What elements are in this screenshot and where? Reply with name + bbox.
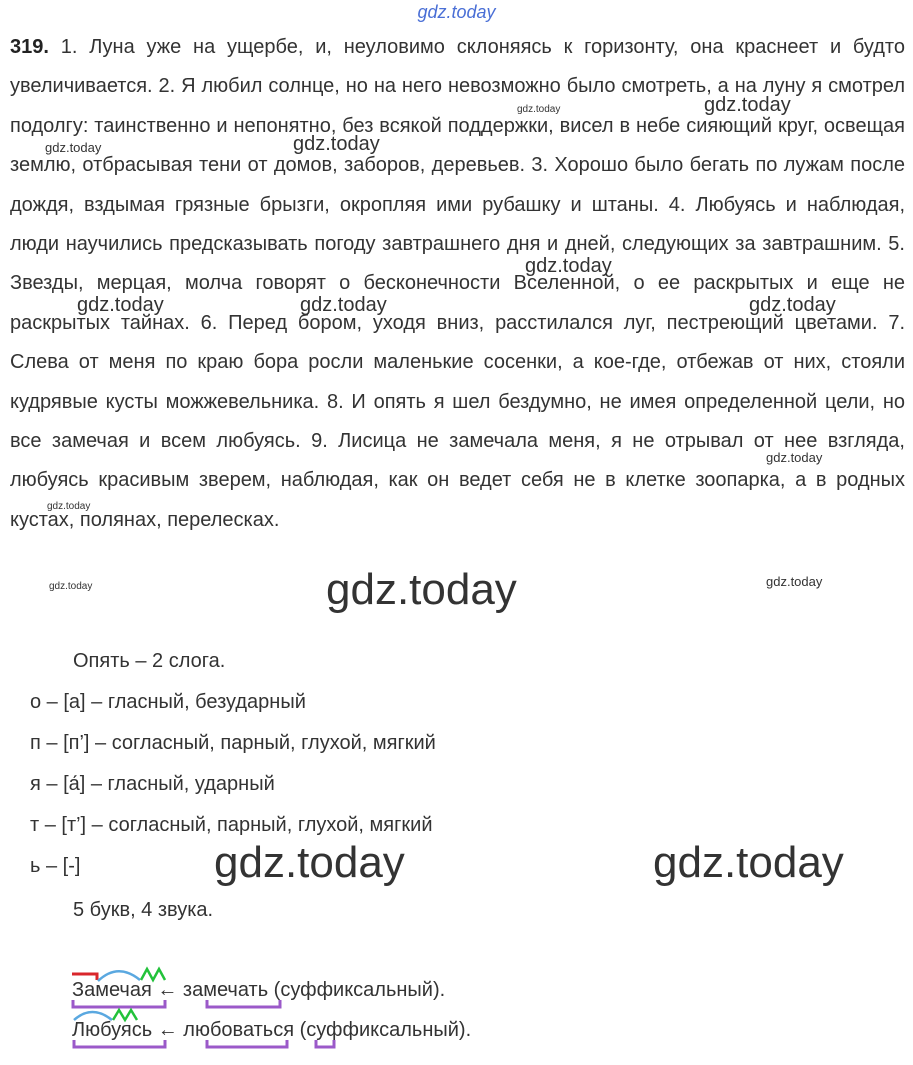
watermark: gdz.today	[49, 581, 93, 592]
watermark: gdz.today	[766, 574, 823, 589]
morpheme-source: замечать	[182, 979, 269, 1001]
watermark: gdz.today	[749, 294, 836, 316]
suffix-mark	[141, 969, 165, 980]
watermark: gdz.today	[653, 838, 844, 887]
base-mark	[73, 1000, 165, 1007]
watermark: gdz.today	[704, 94, 791, 116]
suffix-mark	[113, 1010, 137, 1020]
exercise-body: 1. Луна уже на ущербе, и, неуловимо склоняясь к горизонту, она краснеет и будто увеличивается. 2. Я любил солнце, но на него невозможно было смотреть, а на луну я смотрел подолгу: таинственно и непонятно, без всякой поддержки, висел в небе сияющий круг, освещая землю, отбрасывая тени от домов, заборов, деревьев. 3. Хорошо было бегать по лужам после дождя, вздымая грязные брызги, окропляя ими рубашку и штаны. 4. Любуясь и наблюдая, люди научились предсказывать погоду завтрашнего дня и дней, следующих за завтрашним. 5. Звезды, мерцая, молча говорят о бесконечности Вселенной, о ее раскрытых и еще не раскрытых тайнах. 6. Перед бором, уходя вниз, расстилался луг, пестреющий цветами. 7. Слева от меня по краю бора росли маленькие сосенки, а кое-где, отбежав от них, стояли кудрявые кусты можжевельника. 8. И опять я шел бездумно, не имея определенной цели, но все замечая и всем любуясь. 9. Лисица не замечала меня, я не отрывал от нее взгляда, любуясь красивым зверем, наблюдая, как он ведет себя не в клетке зоопарка, а в родных кустах, полянах, перелесках.	[10, 36, 905, 531]
exercise-number: 319.	[10, 36, 49, 58]
root-mark	[74, 1012, 112, 1020]
watermark: gdz.today	[300, 294, 387, 316]
watermark: gdz.today	[525, 255, 612, 277]
morpheme-word: Любуясь	[72, 1019, 153, 1041]
morpheme-word: Замечая	[72, 979, 152, 1001]
root-mark	[98, 971, 140, 981]
morpheme-note: (суффиксальный).	[273, 979, 446, 1001]
watermark: gdz.today	[47, 501, 91, 512]
morpheme-source: любоваться	[183, 1019, 295, 1041]
phonetics-row: о – [а] – гласный, безударный	[30, 691, 306, 713]
header-watermark: gdz.today	[417, 2, 496, 22]
prefix-mark	[72, 974, 97, 980]
phonetics-row: ь – [-]	[30, 855, 81, 877]
watermark: gdz.today	[77, 294, 164, 316]
phonetics-row: я – [а́] – гласный, ударный	[30, 773, 275, 795]
phonetics-summary: 5 букв, 4 звука.	[73, 899, 214, 921]
watermark: gdz.today	[214, 838, 405, 887]
watermark: gdz.today	[45, 140, 102, 155]
base-mark	[74, 1040, 165, 1047]
arrow-icon: ←	[157, 1019, 178, 1041]
base-mark	[207, 1000, 280, 1007]
phonetics-title: Опять – 2 слога.	[73, 650, 226, 672]
morpheme-note: (суффиксальный).	[299, 1019, 472, 1041]
watermark: gdz.today	[766, 450, 823, 465]
base-mark	[207, 1040, 287, 1047]
postfix-mark	[316, 1040, 334, 1047]
phonetics-row: п – [п’] – согласный, парный, глухой, мягкий	[30, 732, 436, 754]
phonetics-row: т – [т’] – согласный, парный, глухой, мягкий	[30, 814, 433, 836]
watermark: gdz.today	[326, 565, 517, 614]
watermark: gdz.today	[293, 133, 380, 155]
arrow-icon: ←	[157, 979, 178, 1001]
watermark: gdz.today	[517, 104, 561, 115]
